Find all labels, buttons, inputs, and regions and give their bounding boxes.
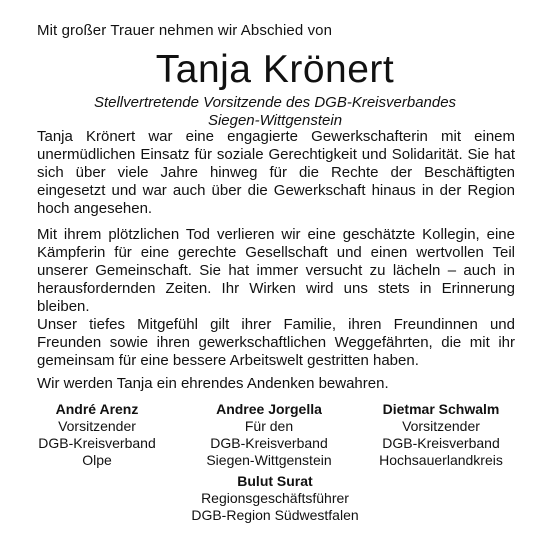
paragraph-loss: Mit ihrem plötzlichen Tod verlieren wir eine geschätzte Kollegin, eine Kämpferin für eine gerechte Gesellschaft und einen wertvollen Teil unserer Gemeinschaft. Sie hat immer versucht zu lächeln – auch in herausfordernden Zeiten. Ihr Wirken wird uns stets in Erinnerung bleiben. [37,226,515,315]
signatory-title: Regionsgeschäftsführer [201,490,349,506]
signatory-title: Vorsitzender [58,418,136,434]
signatory-organization: DGB-Kreisverband [38,435,156,451]
role-line-1: Stellvertretende Vorsitzende des DGB-Kreisverbandes [93,94,457,111]
signatory-name: André Arenz [55,401,139,417]
deceased-role [0,94,550,130]
signatory-title: Vorsitzender [402,418,480,434]
signatory-andree-jorgella [184,401,354,469]
signatory-name: Andree Jorgella [216,401,322,417]
paragraph-remembrance: Wir werden Tanja ein ehrendes Andenken bewahren. [37,375,389,392]
paragraph-condolence: Unser tiefes Mitgefühl gilt ihrer Familie, ihren Freundinnen und Freunden sowie ihren gewerkschaftlichen Weggefährten, die mit ihr gemeinsam für eine bessere Arbeitswelt gestritten haben. [37,316,515,369]
signatory-organization: DGB-Kreisverband [382,435,500,451]
signatory-name: Bulut Surat [237,473,313,489]
signatory-organization: DGB-Kreisverband [210,435,328,451]
signatory-region: Olpe [82,452,112,468]
signatory-organization: DGB-Region Südwestfalen [191,507,359,523]
signatory-title: Für den [244,418,294,434]
intro-text: Mit großer Trauer nehmen wir Abschied von [37,22,333,39]
signatory-region: Siegen-Wittgenstein [206,452,332,468]
role-line-2: Siegen-Wittgenstein [207,112,343,129]
signatory-andre-arenz [12,401,182,469]
signatory-bulut-surat [170,473,380,524]
signatory-dietmar-schwalm [356,401,526,469]
deceased-name: Tanja Krönert [155,48,395,91]
paragraph-tribute: Tanja Krönert war eine engagierte Gewerkschafterin mit einem unermüdlichen Einsatz für soziale Gerechtigkeit und Solidarität. Sie hat sich über viele Jahre hinweg für die Rechte der Beschäftigten eingesetzt und war auch über die Gewerkschaft hinaus in der Region hoch angesehen. [37,128,515,217]
signatory-region: Hochsauerlandkreis [379,452,503,468]
signatory-name: Dietmar Schwalm [382,401,500,417]
